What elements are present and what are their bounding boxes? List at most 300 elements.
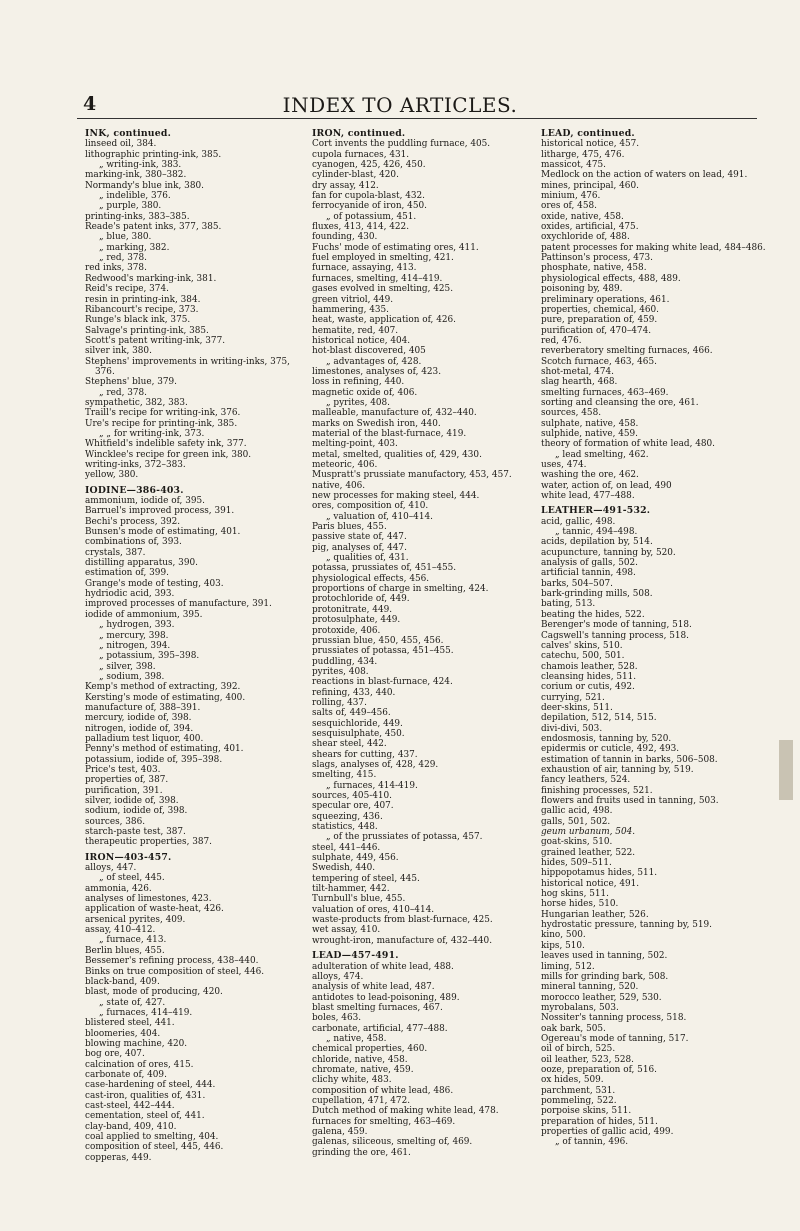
- index-entry: historical notice, 457.: [541, 139, 640, 150]
- index-entry: porpoise skins, 511.: [541, 1106, 632, 1117]
- index-entry: Paris blues, 455.: [312, 522, 387, 533]
- index-entry: theory of formation of white lead, 480.: [541, 439, 715, 450]
- index-entry: reverberatory smelting furnaces, 466.: [541, 346, 713, 357]
- index-entry: „ silver, 398.: [99, 661, 156, 672]
- index-entry: Turnbull's blue, 455.: [312, 894, 406, 905]
- index-entry: oil of birch, 525.: [541, 1044, 616, 1055]
- index-entry: calves' skins, 510.: [541, 640, 623, 651]
- index-entry: litharge, 475, 476.: [541, 149, 625, 160]
- index-entry: „ „ for writing-ink, 373.: [99, 428, 205, 439]
- index-entry: „ pyrites, 408.: [326, 397, 390, 408]
- index-entry: cupola furnaces, 431.: [312, 149, 410, 160]
- index-entry: Ure's recipe for printing-ink, 385.: [85, 418, 238, 429]
- index-entry: blast, mode of producing, 420.: [85, 987, 223, 998]
- index-entry: preliminary operations, 461.: [541, 294, 670, 305]
- index-entry: catechu, 500, 501.: [541, 651, 625, 662]
- index-entry: nitrogen, iodide of, 394.: [85, 723, 194, 734]
- index-entry: gases evolved in smelting, 425.: [312, 284, 454, 295]
- index-entry: kino, 500.: [541, 930, 586, 941]
- index-entry: Redwood's marking-ink, 381.: [85, 273, 217, 284]
- index-entry: writing-inks, 372–383.: [85, 460, 186, 470]
- index-entry: shot-metal, 474.: [541, 366, 614, 377]
- index-entry: „ of potassium, 451.: [326, 211, 417, 222]
- index-entry: bating, 513.: [541, 599, 596, 610]
- index-entry: artificial tannin, 498.: [541, 568, 636, 579]
- index-entry: washing the ore, 462.: [541, 470, 639, 481]
- index-entry: hydriodic acid, 393.: [85, 589, 175, 600]
- index-entry: leaves used in tanning, 502.: [541, 951, 668, 962]
- index-entry: historical notice, 491.: [541, 878, 640, 889]
- index-entry: copperas, 449.: [85, 1152, 152, 1163]
- index-entry: combinations of, 393.: [85, 537, 182, 548]
- index-entry: finishing processes, 521.: [541, 785, 653, 796]
- section-heading: LEAD—457-491.: [312, 950, 399, 962]
- index-entry: Nossiter's tanning process, 518.: [541, 1013, 687, 1024]
- index-entry: bloomeries, 404.: [85, 1028, 161, 1039]
- index-entry: shear steel, 442.: [312, 739, 387, 750]
- index-entry: galenas, siliceous, smelting of, 469.: [312, 1137, 473, 1148]
- index-entry: Ogereau's mode of tanning, 517.: [541, 1033, 689, 1044]
- index-entry: ferrocyanide of iron, 450.: [312, 201, 427, 212]
- index-entry: galena, 459.: [312, 1127, 368, 1137]
- index-entry: melting-point, 403.: [312, 439, 398, 450]
- index-entry: Whitfield's indelible safety ink, 377.: [85, 439, 247, 450]
- index-entry: dry assay, 412.: [312, 180, 379, 191]
- index-entry: marking-ink, 380–382.: [85, 170, 187, 181]
- index-entry: „ nitrogen, 394.: [99, 640, 171, 651]
- index-entry: blast smelting furnaces, 467.: [312, 1002, 443, 1013]
- index-entry: Stephens' improvements in writing-inks, 375, 376.: [85, 356, 290, 377]
- index-entry: new processes for making steel, 444.: [312, 491, 480, 502]
- index-entry: fuel employed in smelting, 421.: [312, 253, 454, 264]
- index-entry: acids, depilation by, 514.: [541, 537, 653, 548]
- index-entry: Dutch method of making white lead, 478.: [312, 1106, 499, 1117]
- index-entry: myrobalans, 503.: [541, 1002, 619, 1013]
- index-entry: clay-band, 409, 410.: [85, 1121, 177, 1132]
- index-entry: cast-iron, qualities of, 431.: [85, 1090, 206, 1101]
- index-entry: Runge's black ink, 375.: [85, 315, 191, 326]
- index-entry: hot-blast discovered, 405: [312, 346, 426, 357]
- index-entry: Hungarian leather, 526.: [541, 909, 649, 920]
- index-entry: tilt-hammer, 442.: [312, 884, 390, 895]
- index-entry: hammering, 435.: [312, 304, 389, 315]
- index-entry: „ of the prussiates of potassa, 457.: [326, 832, 483, 843]
- index-entry: starch-paste test, 387.: [85, 827, 186, 838]
- index-entry: slags, analyses of, 428, 429.: [312, 759, 439, 770]
- index-entry: estimation of tannin in barks, 506–508.: [541, 754, 718, 765]
- index-entry: hematite, red, 407.: [312, 325, 399, 336]
- index-entry: proportions of charge in smelting, 424.: [312, 584, 489, 595]
- index-entry: tempering of steel, 445.: [312, 873, 420, 884]
- index-entry: parchment, 531.: [541, 1085, 616, 1096]
- index-entry: Price's test, 403.: [85, 764, 161, 775]
- index-entry: kips, 510.: [541, 940, 585, 951]
- index-entry: sulphate, native, 458.: [541, 418, 639, 429]
- index-entry: properties of gallic acid, 499.: [541, 1127, 674, 1137]
- index-entry: chromate, native, 459.: [312, 1064, 414, 1075]
- index-entry: ox hides, 509.: [541, 1075, 604, 1086]
- index-entry: heat, waste, application of, 426.: [312, 315, 456, 326]
- index-entry: loss in refining, 440.: [312, 377, 405, 388]
- index-entry: coal applied to smelting, 404.: [85, 1132, 219, 1142]
- index-entry: mineral tanning, 520.: [541, 982, 639, 993]
- index-entry: Bechi's process, 392.: [85, 516, 181, 527]
- index-entry: pure, preparation of, 459.: [541, 315, 658, 326]
- index-entry: passive state of, 447.: [312, 532, 407, 543]
- index-entry: „ writing-ink, 383.: [99, 160, 182, 171]
- index-entry: „ purple, 380.: [99, 201, 162, 212]
- index-entry: alloys, 474.: [312, 971, 364, 982]
- index-entry: Cagswell's tanning process, 518.: [541, 630, 690, 641]
- index-entry: pig, analyses of, 447.: [312, 542, 407, 553]
- index-entry: Traill's recipe for writing-ink, 376.: [85, 408, 241, 419]
- index-entry: „ advantages of, 428.: [326, 356, 422, 367]
- index-entry: Kersting's mode of estimating, 400.: [85, 692, 246, 703]
- index-entry: manufacture of, 388–391.: [85, 702, 201, 713]
- section-heading: IODINE—386-403.: [85, 484, 184, 496]
- index-entry: acupuncture, tanning by, 520.: [541, 547, 676, 558]
- index-entry: cylinder-blast, 420.: [312, 170, 399, 181]
- index-entry: Penny's method of estimating, 401.: [85, 744, 244, 755]
- index-entry: purification of, 470–474.: [541, 325, 652, 336]
- index-entry: divi-divi, 503.: [541, 723, 603, 734]
- running-title: INDEX TO ARTICLES.: [282, 93, 518, 117]
- index-entry: smelting, 415.: [312, 770, 377, 781]
- index-entry: pyrites, 408.: [312, 666, 369, 677]
- index-entry: black-band, 409.: [85, 976, 160, 987]
- index-entry: Reade's patent inks, 377, 385.: [85, 222, 222, 233]
- index-entry: limestones, analyses of, 423.: [312, 366, 442, 377]
- index-entry: liming, 512.: [541, 961, 595, 972]
- index-entry: goat-skins, 510.: [541, 837, 613, 848]
- index-entry: minium, 476.: [541, 191, 601, 202]
- index-entry: hippopotamus hides, 511.: [541, 868, 658, 879]
- index-entry: ores of, 458.: [541, 201, 597, 212]
- index-entry: silver ink, 380.: [85, 346, 152, 357]
- index-entry: clichy white, 483.: [312, 1075, 392, 1086]
- index-entry: Cort invents the puddling furnace, 405.: [312, 139, 491, 150]
- index-entry: Swedish, 440.: [312, 863, 376, 874]
- index-entry: „ state of, 427.: [99, 997, 166, 1008]
- index-entry: potassa, prussiates of, 451–455.: [312, 563, 457, 574]
- index-entry: geum urbanum, 504.: [541, 827, 636, 838]
- index-entry: oxides, artificial, 475.: [541, 222, 639, 233]
- index-entry: Normandy's blue ink, 380.: [85, 180, 204, 191]
- index-entry: Berlin blues, 455.: [85, 945, 165, 956]
- index-entry: Binks on true composition of steel, 446.: [85, 966, 265, 977]
- index-entry: marks on Swedish iron, 440.: [312, 418, 441, 429]
- index-entry: cupellation, 471, 472.: [312, 1095, 411, 1106]
- index-entry: „ indelible, 376.: [99, 191, 171, 202]
- index-entry: Medlock on the action of waters on lead, 491.: [541, 170, 748, 181]
- index-entry: physiological effects, 488, 489.: [541, 273, 681, 284]
- section-heading: IRON—403-457.: [85, 851, 172, 863]
- index-entry: Bunsen's mode of estimating, 401.: [85, 527, 241, 538]
- index-entry: lithographic printing-ink, 385.: [85, 149, 222, 160]
- index-entry: resin in printing-ink, 384.: [85, 294, 201, 305]
- index-entry: sources, 405-410.: [312, 791, 392, 801]
- index-entry: chamois leather, 528.: [541, 661, 638, 672]
- index-entry: estimation of, 399.: [85, 568, 169, 579]
- index-entry: protosulphate, 449.: [312, 615, 401, 626]
- index-entry: refining, 433, 440.: [312, 687, 396, 698]
- index-entry: blowing machine, 420.: [85, 1038, 188, 1049]
- index-entry: „ native, 458.: [326, 1033, 387, 1044]
- index-entry: application of waste-heat, 426.: [85, 904, 224, 915]
- index-entry: sources, 386.: [85, 816, 146, 827]
- index-entry: chemical properties, 460.: [312, 1044, 428, 1055]
- index-entry: puddling, 434.: [312, 656, 378, 667]
- index-entry: horse hides, 510.: [541, 899, 619, 910]
- index-entry: „ furnaces, 414–419.: [99, 1007, 193, 1018]
- index-entry: phosphate, native, 458.: [541, 263, 647, 274]
- index-entry: valuation of ores, 410–414.: [312, 904, 435, 915]
- section-heading: IRON, continued.: [312, 128, 406, 139]
- index-entry: reactions in blast-furnace, 424.: [312, 677, 453, 688]
- index-entry: „ sodium, 398.: [99, 671, 165, 682]
- index-entry: protoxide, 406.: [312, 625, 381, 636]
- index-entry: protochloride of, 449.: [312, 594, 410, 605]
- index-entry: furnaces, smelting, 414–419.: [312, 273, 443, 284]
- index-entry: depilation, 512, 514, 515.: [541, 713, 657, 724]
- index-entry: ammonium, iodide of, 395.: [85, 496, 205, 507]
- index-entry: fancy leathers, 524.: [541, 775, 631, 786]
- index-entry: Muspratt's prussiate manufactory, 453, 457.: [312, 470, 512, 481]
- index-entry: red inks, 378.: [85, 263, 147, 274]
- index-entry: purification, 391.: [85, 785, 163, 796]
- index-entry: oxide, native, 458.: [541, 211, 624, 222]
- index-entry: wet assay, 410.: [312, 925, 381, 936]
- index-entry: corium or cutis, 492.: [541, 682, 635, 693]
- index-entry: „ potassium, 395–398.: [99, 651, 200, 662]
- index-column-3: [541, 129, 777, 1148]
- index-entry: sorting and cleansing the ore, 461.: [541, 397, 699, 408]
- index-entry: properties, chemical, 460.: [541, 304, 659, 315]
- index-entry: morocco leather, 529, 530.: [541, 992, 662, 1003]
- index-entry: Stephens' blue, 379.: [85, 377, 177, 388]
- index-entry: „ of tannin, 496.: [555, 1137, 629, 1148]
- index-entry: deer-skins, 511.: [541, 702, 613, 713]
- index-entry: Grange's mode of testing, 403.: [85, 578, 224, 589]
- index-entry: waste-products from blast-furnace, 425.: [312, 915, 493, 926]
- index-column-2: [312, 129, 537, 1158]
- index-entry: case-hardening of steel, 444.: [85, 1080, 216, 1091]
- index-entry: Scott's patent writing-ink, 377.: [85, 335, 226, 346]
- index-entry: Berenger's mode of tanning, 518.: [541, 620, 692, 631]
- index-entry: red, 476.: [541, 335, 582, 346]
- index-entry: exhaustion of air, tanning by, 519.: [541, 764, 694, 775]
- index-entry: barks, 504–507.: [541, 578, 613, 589]
- index-entry: malleable, manufacture of, 432–440.: [312, 408, 477, 419]
- index-entry: Salvage's printing-ink, 385.: [85, 325, 209, 336]
- index-entry: carbonate, artificial, 477–488.: [312, 1023, 448, 1034]
- index-entry: mines, principal, 460.: [541, 180, 639, 191]
- index-entry: improved processes of manufacture, 391.: [85, 599, 272, 610]
- index-entry: „ furnace, 413.: [99, 935, 167, 946]
- index-entry: „ marking, 382.: [99, 242, 170, 253]
- scan-edge-shadow: [779, 740, 793, 800]
- index-entry: adulteration of white lead, 488.: [312, 961, 454, 972]
- index-entry: Barruel's improved process, 391.: [85, 506, 235, 517]
- index-entry: palladium test liquor, 400.: [85, 733, 204, 744]
- index-entry: flowers and fruits used in tanning, 503.: [541, 796, 719, 806]
- index-entry: Fuchs' mode of estimating ores, 411.: [312, 242, 479, 253]
- index-entry: mills for grinding bark, 508.: [541, 971, 669, 982]
- index-entry: slag hearth, 468.: [541, 377, 618, 388]
- index-entry: analyses of limestones, 423.: [85, 894, 212, 905]
- index-entry: sources, 458.: [541, 408, 602, 419]
- index-entry: galls, 501, 502.: [541, 816, 611, 827]
- index-entry: ooze, preparation of, 516.: [541, 1064, 657, 1075]
- index-entry: acid, gallic, 498.: [541, 516, 616, 527]
- section-heading: LEAD, continued.: [541, 128, 635, 139]
- index-entry: oak bark, 505.: [541, 1023, 606, 1034]
- index-entry: composition of steel, 445, 446.: [85, 1142, 224, 1153]
- index-entry: „ qualities of, 431.: [326, 553, 409, 564]
- index-entry: composition of white lead, 486.: [312, 1085, 454, 1096]
- index-entry: sulphide, native, 459.: [541, 428, 639, 439]
- index-entry: native, 406.: [312, 480, 366, 491]
- index-entry: sodium, iodide of, 398.: [85, 806, 188, 817]
- page-number: 4: [83, 93, 97, 115]
- index-entry: cleansing hides, 511.: [541, 671, 637, 682]
- index-entry: bog ore, 407.: [85, 1049, 145, 1060]
- index-entry: „ tannic, 494–498.: [555, 527, 638, 538]
- index-entry: meteoric, 406.: [312, 460, 378, 470]
- index-entry: printing-inks, 383–385.: [85, 211, 190, 222]
- index-entry: fan for cupola-blast, 432.: [312, 191, 425, 202]
- index-entry: prussiates of potassa, 451–455.: [312, 646, 454, 657]
- index-entry: poisoning by, 489.: [541, 284, 623, 295]
- index-entry: „ valuation of, 410–414.: [326, 511, 433, 522]
- index-entry: Bessemer's refining process, 438–440.: [85, 956, 259, 967]
- index-entry: protonitrate, 449.: [312, 604, 393, 615]
- index-entry: Scotch furnace, 463, 465.: [541, 356, 657, 367]
- index-entry: Ribancourt's recipe, 373.: [85, 304, 199, 315]
- index-entry: grained leather, 522.: [541, 847, 636, 858]
- index-entry: linseed oil, 384.: [85, 139, 157, 150]
- index-entry: ores, composition of, 410.: [312, 501, 429, 512]
- index-entry: analysis of white lead, 487.: [312, 982, 435, 993]
- index-entry: preparation of hides, 511.: [541, 1116, 658, 1127]
- index-entry: uses, 474.: [541, 460, 587, 470]
- index-entry: calcination of ores, 415.: [85, 1059, 194, 1070]
- index-entry: „ furnaces, 414-419.: [326, 780, 418, 791]
- index-entry: wrought-iron, manufacture of, 432–440.: [312, 935, 493, 946]
- index-entry: material of the blast-furnace, 419.: [312, 428, 467, 439]
- index-entry: cast-steel, 442–444.: [85, 1100, 175, 1111]
- section-heading: LEATHER—491-532.: [541, 505, 651, 517]
- index-entry: chloride, native, 458.: [312, 1054, 408, 1065]
- index-entry: „ hydrogen, 393.: [99, 620, 175, 631]
- index-entry: rolling, 437.: [312, 697, 367, 708]
- index-entry: statistics, 448.: [312, 822, 378, 833]
- index-entry: bark-grinding mills, 508.: [541, 589, 653, 600]
- index-entry: properties of, 387.: [85, 775, 169, 786]
- index-entry: squeezing, 436.: [312, 811, 383, 822]
- index-entry: oil leather, 523, 528.: [541, 1054, 635, 1065]
- index-entry: hydrostatic pressure, tanning by, 519.: [541, 920, 713, 931]
- index-entry: founding, 430.: [312, 232, 378, 243]
- index-entry: Reid's recipe, 374.: [85, 284, 169, 295]
- index-entry: „ mercury, 398.: [99, 630, 169, 641]
- index-entry: green vitriol, 449.: [312, 294, 394, 305]
- index-entry: sympathetic, 382, 383.: [85, 397, 188, 408]
- index-entry: furnace, assaying, 413.: [312, 263, 417, 274]
- index-column-1: [85, 129, 310, 1163]
- index-entry: arsenical pyrites, 409.: [85, 914, 186, 925]
- index-entry: pommeling, 522.: [541, 1095, 617, 1106]
- index-entry: prussian blue, 450, 455, 456.: [312, 635, 444, 646]
- index-entry: Kemp's method of extracting, 392.: [85, 682, 241, 693]
- index-entry: distilling apparatus, 390.: [85, 558, 198, 569]
- index-entry: gallic acid, 498.: [541, 806, 613, 817]
- index-entry: crystals, 387.: [85, 547, 146, 558]
- index-entry: therapeutic properties, 387.: [85, 837, 212, 848]
- index-entry: „ red, 378.: [99, 253, 147, 264]
- index-entry: sesquisulphate, 450.: [312, 728, 405, 739]
- index-entry: cementation, steel of, 441.: [85, 1111, 205, 1122]
- index-entry: oxychloride of, 488.: [541, 232, 630, 243]
- index-entry: analysis of galls, 502.: [541, 558, 638, 569]
- index-entry: boles, 463.: [312, 1013, 362, 1024]
- index-entry: water, action of, on lead, 490: [541, 480, 672, 491]
- index-entry: cyanogen, 425, 426, 450.: [312, 160, 426, 171]
- index-entry: furnaces for smelting, 463–469.: [312, 1116, 456, 1127]
- index-entry: Wincklee's recipe for green ink, 380.: [85, 449, 252, 460]
- index-entry: hides, 509–511.: [541, 858, 612, 869]
- index-entry: silver, iodide of, 398.: [85, 796, 179, 806]
- index-entry: specular ore, 407.: [312, 801, 394, 812]
- index-entry: potassium, iodide of, 395–398.: [85, 754, 223, 765]
- index-entry: shears for cutting, 437.: [312, 749, 418, 760]
- index-entry: endosmosis, tanning by, 520.: [541, 733, 672, 744]
- index-entry: iodide of ammonium, 395.: [85, 609, 203, 620]
- index-entry: epidermis or cuticle, 492, 493.: [541, 744, 680, 755]
- index-entry: beating the hides, 522.: [541, 609, 645, 620]
- index-entry: antidotes to lead-poisoning, 489.: [312, 992, 460, 1003]
- index-entry: Pattinson's process, 473.: [541, 253, 653, 264]
- index-entry: carbonate of, 409.: [85, 1069, 167, 1080]
- index-entry: „ blue, 380.: [99, 232, 152, 243]
- index-entry: patent processes for making white lead, 484–486.: [541, 242, 766, 253]
- section-heading: INK, continued.: [85, 128, 172, 139]
- index-entry: salts of, 449–456.: [312, 708, 391, 719]
- index-entry: assay, 410–412.: [85, 925, 156, 936]
- index-entry: ammonia, 426.: [85, 883, 152, 894]
- index-entry: „ of steel, 445.: [99, 873, 165, 884]
- index-entry: yellow, 380.: [85, 470, 139, 481]
- index-entry: massicot, 475.: [541, 160, 606, 171]
- index-entry: mercury, iodide of, 398.: [85, 713, 192, 724]
- index-entry: „ red, 378.: [99, 387, 147, 398]
- index-entry: historical notice, 404.: [312, 335, 411, 346]
- index-entry: fluxes, 413, 414, 422.: [312, 222, 410, 233]
- index-entry: steel, 441–446.: [312, 842, 381, 853]
- index-entry: grinding the ore, 461.: [312, 1147, 411, 1158]
- index-entry: „ lead smelting, 462.: [555, 449, 649, 460]
- index-entry: blistered steel, 441.: [85, 1018, 175, 1029]
- index-entry: alloys, 447.: [85, 863, 137, 874]
- header-rule: [77, 118, 757, 119]
- index-entry: metal, smelted, qualities of, 429, 430.: [312, 449, 482, 460]
- index-entry: magnetic oxide of, 406.: [312, 387, 418, 398]
- index-entry: hog skins, 511.: [541, 889, 610, 900]
- index-entry: sulphate, 449, 456.: [312, 853, 399, 864]
- index-entry: physiological effects, 456.: [312, 573, 430, 584]
- index-entry: smelting furnaces, 463–469.: [541, 387, 669, 398]
- index-entry: currying, 521.: [541, 692, 605, 703]
